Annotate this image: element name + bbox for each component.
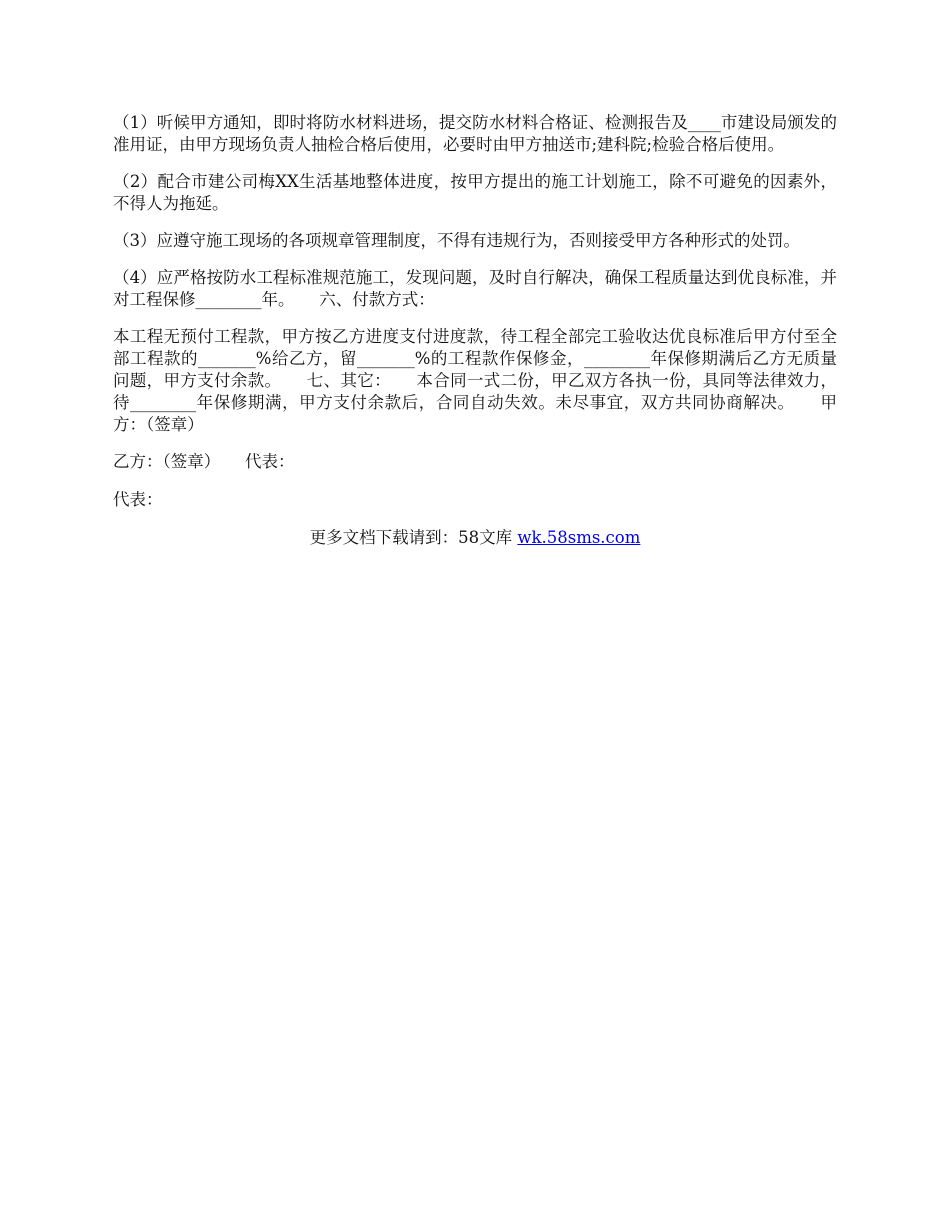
footer-text: 更多文档下载请到：58文库 xyxy=(309,528,518,547)
representative-line: 代表： xyxy=(113,490,163,509)
footer-link[interactable]: wk.58sms.com xyxy=(517,528,641,547)
clause-2: （2）配合市建公司梅XX生活基地整体进度，按甲方提出的施工计划施工，除不可避免的因素外，不得人为拖延。 xyxy=(113,172,837,213)
payment-terms: 本工程无预付工程款，甲方按乙方进度支付进度款，待工程全部完工验收达优良标准后甲方付至全部工程款的_______%给乙方，留_______%的工程款作保修金，________年保修期满后乙方无质量问题，甲方支付余款。 七、其它： 本合同一式二份，甲乙双方各执一份，具同等法律效力，待________年保修期满，甲方支付余款后，合同自动失效。未尽事宜，双方共同协商解决。 甲方：（签章） xyxy=(113,327,837,434)
clause-1: （1）听候甲方通知，即时将防水材料进场，提交防水材料合格证、检测报告及____市建设局颁发的准用证，由甲方现场负责人抽检合格后使用，必要时由甲方抽送市;建科院;检验合格后使用。 xyxy=(113,113,837,154)
download-footer xyxy=(113,527,837,549)
document-page xyxy=(113,112,837,549)
clause-3: （3）应遵守施工现场的各项规章管理制度，不得有违规行为，否则接受甲方各种形式的处罚。 xyxy=(113,231,800,250)
clause-4: （4）应严格按防水工程标准规范施工，发现问题，及时自行解决，确保工程质量达到优良标准，并对工程保修________年。 六、付款方式： xyxy=(113,268,837,309)
party-b-signature: 乙方：（签章） 代表： xyxy=(113,452,295,471)
